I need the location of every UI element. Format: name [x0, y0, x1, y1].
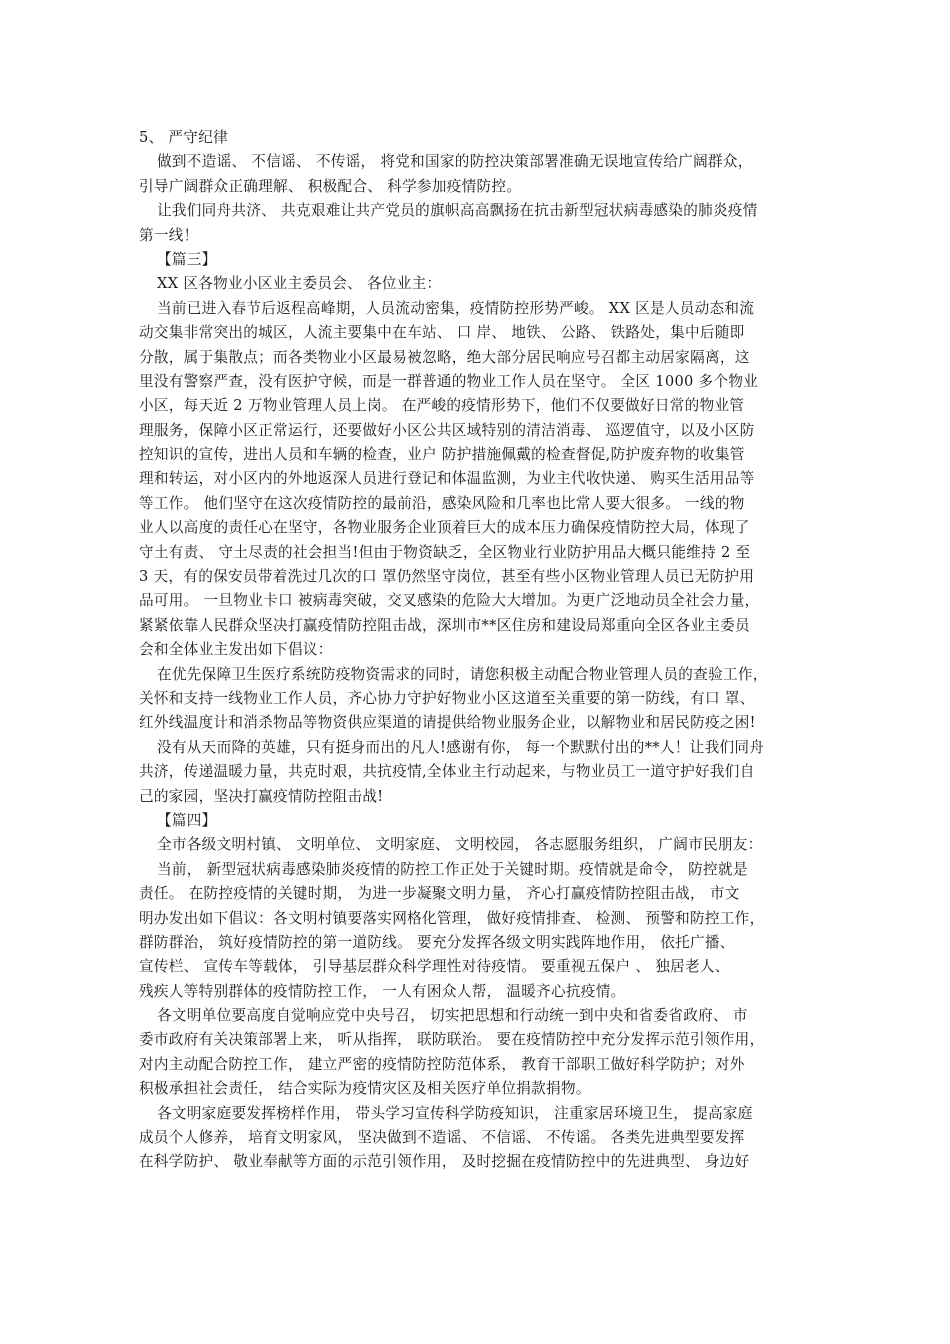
document-body: [139, 126, 819, 1175]
text-line: 让我们同舟共济、 共克艰难让共产党员的旗帜高高飘扬在抗击新型冠状病毒感染的肺炎疫情: [157, 202, 758, 220]
text-line: 当前已进入春节后返程高峰期，人员流动密集，疫情防控形势严峻。 XX 区是人员动态和流: [157, 299, 755, 317]
text-line: 小区，每天近 2 万物业管理人员上岗。 在严峻的疫情形势下，他们不仅要做好日常的物业管: [139, 397, 745, 415]
text-line: 宣传栏、 宣传车等载体， 引导基层群众科学理性对待疫情。 要重视五保户 、 独居老人、: [139, 958, 730, 976]
text-line: 做到不造谣、 不信谣、 不传谣， 将党和国家的防控决策部署准确无误地宣传给广阔群众，: [157, 153, 753, 171]
text-line: 红外线温度计和消杀物品等物资供应渠道的请提供给物业服务企业，以解物业和居民防疫之困!: [139, 714, 756, 732]
text-line: 等工作。 他们坚守在这次疫情防控的最前沿，感染风险和几率也比常人要大很多。 一线的物: [139, 494, 745, 512]
text-line: 己的家园，坚决打赢疫情防控阻击战!: [139, 787, 384, 805]
text-line: 【篇四】: [157, 811, 217, 829]
text-line: 对内主动配合防控工作， 建立严密的疫情防控防范体系， 教育干部职工做好科学防护；对外: [139, 1055, 745, 1073]
text-line: 责任。 在防控疫情的关键时期， 为进一步凝聚文明力量， 齐心打赢疫情防控阻击战， 市文: [139, 885, 740, 903]
text-line: 动交集非常突出的城区，人流主要集中在车站、 口 岸、 地铁、 公路、 铁路处，集中后随即: [139, 324, 745, 342]
text-line: 3 天，有的保安员带着洗过几次的口 罩仍然坚守岗位，甚至有些小区物业管理人员已无防护用: [139, 568, 755, 586]
text-line: 各文明单位要高度自觉响应党中央号召， 切实把思想和行动统一到中央和省委省政府、 市: [157, 1007, 748, 1025]
text-line: 残疾人等特别群体的疫情防控工作， 一人有困众人帮， 温暖齐心抗疫情。: [139, 982, 626, 1000]
text-line: 关怀和支持一线物业工作人员，齐心协力守护好物业小区这道至关重要的第一防线，有口 罩、: [139, 689, 755, 707]
text-line: 成员个人修养， 培育文明家风， 坚决做到不造谣、 不信谣、 不传谣。 各类先进典型要发挥: [139, 1129, 745, 1147]
text-line: 分散，属于集散点；而各类物业小区最易被忽略，绝大部分居民响应号召都主动居家隔离，这: [139, 348, 750, 366]
text-line: 引导广阔群众正确理解、 积极配合、 科学参加疫情防控。: [139, 177, 522, 195]
text-line: 共济，传递温暖力量，共克时艰，共抗疫情,全体业主行动起来，与物业员工一道守护好我们自: [139, 763, 755, 781]
text-line: 品可用。 一旦物业卡口 被病毒突破，交叉感染的危险大大增加。为更广泛地动员全社会力量，: [139, 592, 760, 610]
text-line: 里没有警察严查，没有医护守候，而是一群普通的物业工作人员在坚守。 全区 1000 多个物业: [139, 372, 759, 390]
text-line: 各文明家庭要发挥榜样作用， 带头学习宣传科学防疫知识， 注重家居环境卫生， 提高家庭: [157, 1104, 753, 1122]
text-line: 紧紧依靠人民群众坚决打赢疫情防控阻击战，深圳市**区住房和建设局郑重向全区各业主委员: [139, 616, 750, 634]
text-line: 在科学防护、 敬业奉献等方面的示范引领作用， 及时挖掘在疫情防控中的先进典型、 身边好: [139, 1153, 750, 1171]
text-line: 全市各级文明村镇、 文明单位、 文明家庭、 文明校园， 各志愿服务组织， 广阔市民朋友：: [157, 836, 763, 854]
text-line: 委市政府有关决策部署上来， 听从指挥， 联防联治。 要在疫情防控中充分发挥示范引领作用，: [139, 1031, 765, 1049]
text-line: 理服务，保障小区正常运行，还要做好小区公共区域特别的清洁消毒、 巡逻值守，以及小区防: [139, 421, 755, 439]
text-line: 业人以高度的责任心在坚守，各物业服务企业顶着巨大的成本压力确保疫情防控大局，体现了: [139, 519, 750, 537]
text-line: 当前， 新型冠状病毒感染肺炎疫情的防控工作正处于关键时期。疫情就是命令， 防控就是: [157, 860, 748, 878]
text-line: 积极承担社会责任， 结合实际为疫情灾区及相关医疗单位捐款捐物。: [139, 1080, 591, 1098]
text-line: 在优先保障卫生医疗系统防疫物资需求的同时，请您积极主动配合物业管理人员的查验工作，: [157, 665, 768, 683]
text-line: 【篇三】: [157, 250, 217, 268]
text-line: 明办发出如下倡议：各文明村镇要落实网格化管理， 做好疫情排查、 检测、 预警和防控工作，: [139, 909, 765, 927]
text-line: 控知识的宣传，进出人员和车辆的检查，业户 防护措施佩戴的检查督促,防护废弃物的收集管: [139, 446, 745, 464]
text-line: 群防群治， 筑好疫情防控的第一道防线。 要充分发挥各级文明实践阵地作用， 依托广播、: [139, 933, 735, 951]
text-line: 没有从天而降的英雄，只有挺身而出的凡人!感谢有你， 每一个默默付出的**人！让我们同舟: [157, 738, 765, 756]
text-line: 理和转运，对小区内的外地返深人员进行登记和体温监测，为业主代收快递、 购买生活用品等: [139, 470, 755, 488]
text-line: 守土有责、 守土尽责的社会担当!但由于物资缺乏，全区物业行业防护用品大概只能维持 2 至: [139, 543, 751, 561]
text-line: 第一线！: [139, 226, 199, 244]
text-line: XX 区各物业小区业主委员会、 各位业主：: [157, 275, 442, 293]
text-line: 会和全体业主发出如下倡议：: [139, 641, 333, 659]
text-line: 5、 严守纪律: [139, 129, 228, 146]
